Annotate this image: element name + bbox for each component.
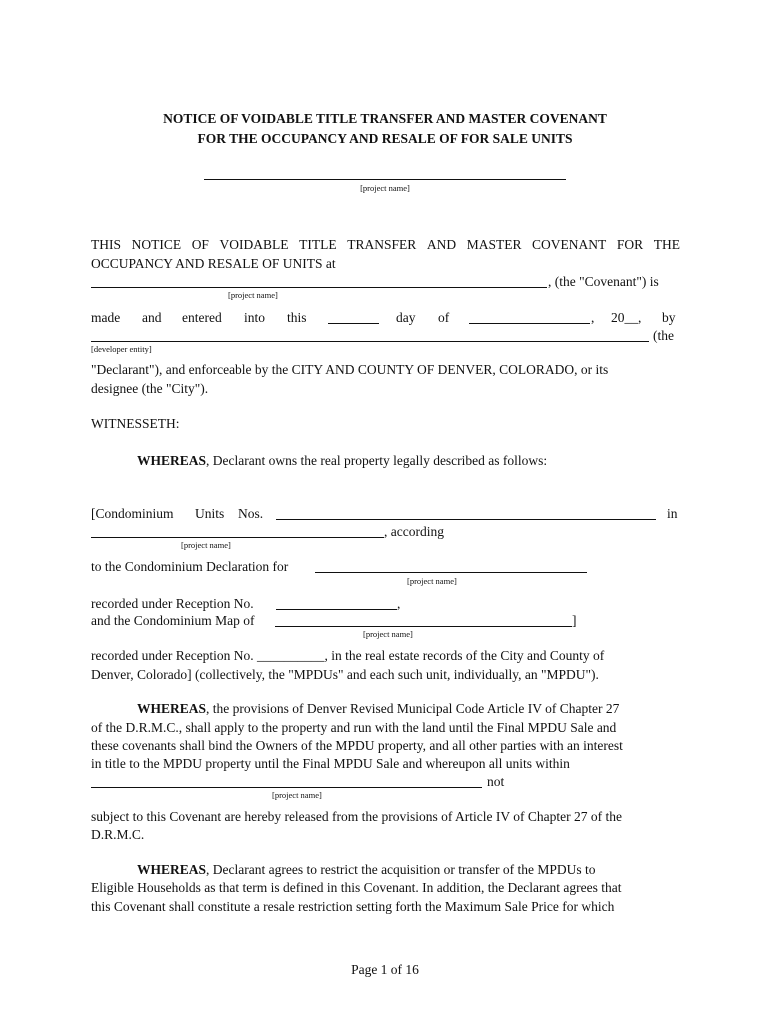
developer-caption: [developer entity] <box>91 344 152 354</box>
whereas-2-caption: [project name] <box>272 790 322 800</box>
whereas-2-line-4: in title to the MPDU property until the Final MPDU Sale and whereupon all units within <box>91 756 570 771</box>
the-suffix: (the <box>653 328 674 343</box>
condo-caption-1: [project name] <box>181 540 231 550</box>
map-text: and the Condominium Map of <box>91 613 255 628</box>
title-line-1: NOTICE OF VOIDABLE TITLE TRANSFER AND MASTER COVENANT <box>163 111 607 126</box>
intro-line-1: THIS NOTICE OF VOIDABLE TITLE TRANSFER AND MASTER COVENANT FOR THE <box>91 237 680 252</box>
entered-word: entered <box>182 310 222 325</box>
month-comma: , <box>591 310 595 325</box>
into-word: into <box>244 310 266 325</box>
month-blank <box>469 323 590 324</box>
whereas-2-line-3: these covenants shall bind the Owners of the MPDU property, and all other parties with an interest <box>91 738 623 753</box>
intro-project-caption: [project name] <box>228 290 278 300</box>
declaration-text: to the Condominium Declaration for <box>91 559 289 574</box>
condo-in: in <box>667 506 678 521</box>
condo-caption-3: [project name] <box>363 629 413 639</box>
condo-caption-2: [project name] <box>407 576 457 586</box>
whereas-2-line-1: WHEREAS, the provisions of Denver Revised Municipal Code Article IV of Chapter 27 <box>137 701 620 716</box>
year-field: 20__, <box>611 310 642 325</box>
day-word: day <box>396 310 416 325</box>
title-line-2: FOR THE OCCUPANCY AND RESALE OF FOR SALE UNITS <box>197 131 573 146</box>
recorded-1-comma: , <box>397 596 401 611</box>
whereas-1: WHEREAS, Declarant owns the real property legally described as follows: <box>137 453 548 468</box>
project-name-caption: [project name] <box>360 183 410 193</box>
by-word: by <box>662 310 676 325</box>
declaration-blank <box>315 572 587 573</box>
project-name-blank <box>204 179 566 180</box>
developer-blank <box>91 341 649 342</box>
witnesseth-heading: WITNESSETH: <box>91 416 180 431</box>
according-text: , according <box>384 524 444 539</box>
recorded-1: recorded under Reception No. <box>91 596 254 611</box>
condo-project-blank <box>91 537 384 538</box>
made-word: made <box>91 310 121 325</box>
covenant-suffix: , (the "Covenant") is <box>548 274 659 289</box>
condo-word-2: Units <box>195 506 225 521</box>
this-word: this <box>287 310 307 325</box>
reception-blank-1 <box>276 609 397 610</box>
recorded-2-line-2: Denver, Colorado] (collectively, the "MPDUs" and each such unit, individually, an "MPDU"). <box>91 667 599 682</box>
not-word: not <box>487 774 505 789</box>
whereas-3-line-1: WHEREAS, Declarant agrees to restrict the acquisition or transfer of the MPDUs to <box>137 862 596 877</box>
whereas-2-line-2: of the D.R.M.C., shall apply to the property and run with the land until the Final MPDU Sale and <box>91 720 617 735</box>
map-blank <box>275 626 572 627</box>
and-word: and <box>142 310 162 325</box>
whereas-3-line-2: Eligible Households as that term is defined in this Covenant. In addition, the Declarant agrees that <box>91 880 622 895</box>
day-blank <box>328 323 379 324</box>
intro-project-blank <box>91 287 547 288</box>
recorded-2-line-1: recorded under Reception No. __________, in the real estate records of the City and County of <box>91 648 605 663</box>
whereas-2-line-6: D.R.M.C. <box>91 827 145 842</box>
whereas-3-line-3: this Covenant shall constitute a resale restriction setting forth the Maximum Sale Price for which <box>91 899 615 914</box>
condo-word-3: Nos. <box>238 506 264 521</box>
of-word: of <box>438 310 450 325</box>
intro-line-2: OCCUPANCY AND RESALE OF UNITS at <box>91 256 336 271</box>
condo-word-1: [Condominium <box>91 506 174 521</box>
declarant-line-2: designee (the "City"). <box>91 381 209 396</box>
unit-nos-blank <box>276 519 656 520</box>
declarant-line-1: "Declarant"), and enforceable by the CITY AND COUNTY OF DENVER, COLORADO, or its <box>91 362 609 377</box>
map-end: ] <box>572 613 577 628</box>
whereas-2-project-blank <box>91 787 482 788</box>
page-number: Page 1 of 16 <box>351 962 419 977</box>
whereas-2-line-5: subject to this Covenant are hereby released from the provisions of Article IV of Chapter 27 of the <box>91 809 622 824</box>
